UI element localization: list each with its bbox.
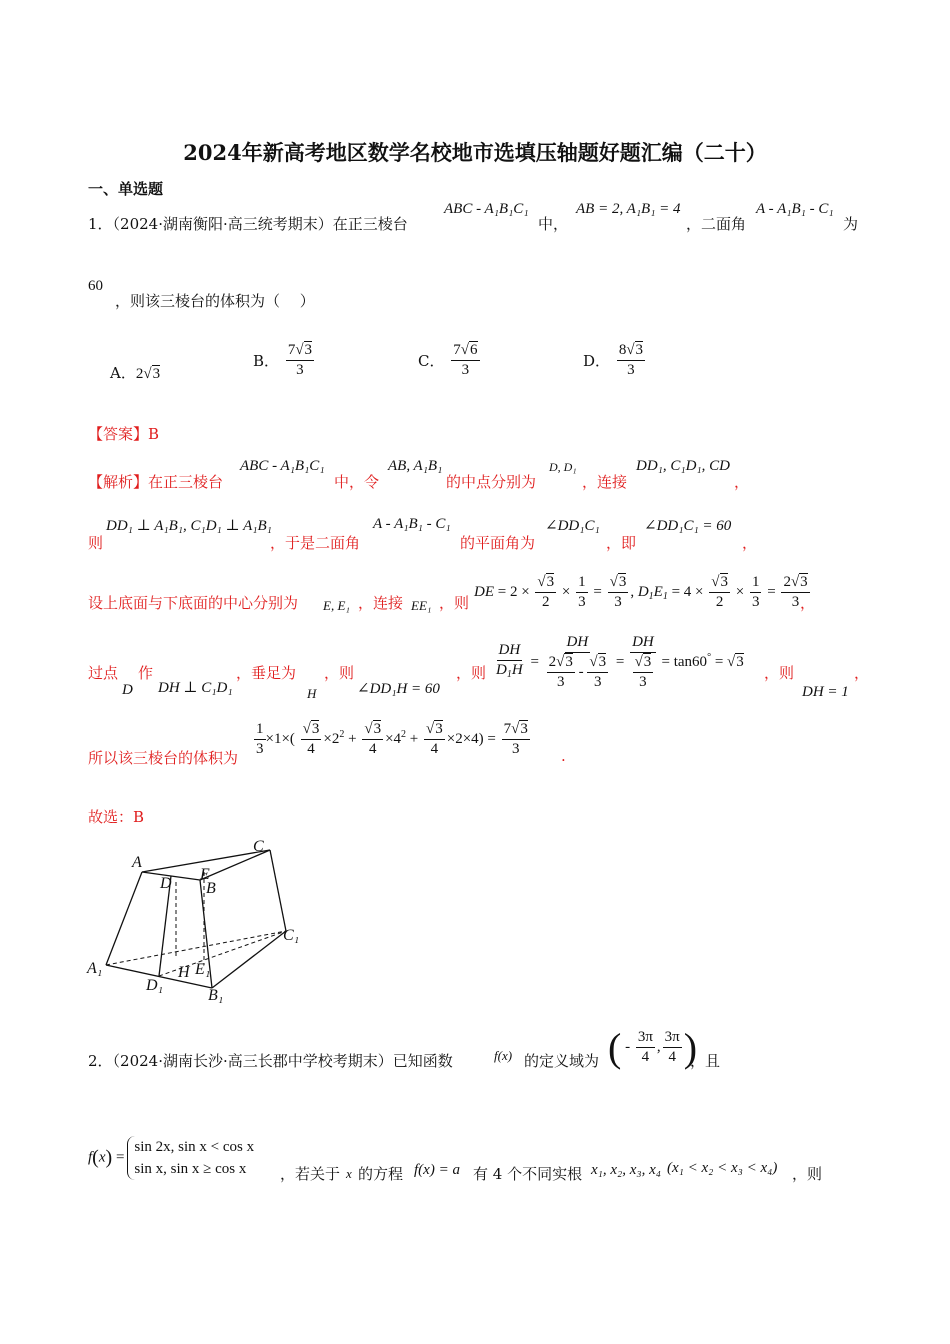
fig-label-b: B [206,880,216,897]
analysis-l1d: ，连接 [582,473,628,491]
analysis-midpoints: D, D₁ [549,460,577,474]
analysis-frustum: ABC - A₁B₁C₁ [240,458,325,474]
analysis-conclusion: 故选：B [88,808,145,826]
q1-angle: 60 [88,278,103,294]
analysis-l4d: ，则 [324,664,355,682]
analysis-perp: DD₁ ⊥ A₁B₁, C₁D₁ ⊥ A₁B₁ [106,518,272,534]
analysis-point-h: H [307,686,317,701]
edge-b1c1 [212,931,286,988]
analysis-l5a: 所以该三棱台的体积为 [88,749,239,767]
edge-cc1 [270,850,286,931]
analysis-point-d: D [122,682,133,698]
q1-wei: 为 [843,215,859,233]
page-title: 2024年新高考地区数学名校地市选填压轴题好题汇编（二十） [183,140,767,165]
q2-roots: x₁, x₂, x₃, x₄ [591,1162,661,1178]
q1-ask: ，则该三棱台的体积为（ ） [115,292,315,310]
fig-label-c1: C₁ [283,927,300,944]
analysis-seg: AB, A₁B₁ [388,458,443,474]
edge-a1c1-hidden [106,931,286,965]
fig-label-b1: B₁ [208,987,224,1004]
q2-order: (x₁ < x₂ < x₃ < x₄) [667,1160,778,1176]
analysis-angle-eq: ∠DD₁C₁ = 60 [644,518,732,534]
option-d[interactable]: D． $\frac{8√3}{3}$ [583,342,644,378]
analysis-l1c: 的中点分别为 [446,473,537,491]
analysis-dh-value: DH = 1 [802,684,849,700]
analysis-l4g: ， [854,664,870,682]
analysis-centers: E, E₁ [323,598,350,613]
fig-label-e1: E₁ [195,961,211,978]
section-heading: 一、单选题 [88,180,164,198]
analysis-l3c: ，则 [439,594,470,612]
q2-piecewise: f(x) = sin 2x, sin x < cos x sin x, sin x ≥ cos x [88,1136,254,1180]
analysis-angle-h: ∠DD₁H = 60 [357,681,440,697]
q2-line1: 2．（2024·湖南长沙·高三长郡中学校考期末）已知函数 [88,1052,453,1070]
fig-label-c: C [253,838,264,855]
analysis-l4a: 过点 [88,664,119,682]
fig-label-a1: A₁ [87,960,103,977]
analysis-volume-formula: $\frac{1}{3}$ ×1×( $\frac{√3}{4}$ $\times 2^2$ + $\frac{√3}{4}$ $\times 4^2$ + $\frac{√3}{4}$ ×2×4) = $\frac{7√3}{3}$ [256,721,528,757]
analysis-l1a: 【解析】在正三棱台 [88,473,224,491]
q2-tail-a: ，若关于 [280,1165,341,1183]
analysis-l4f: ，则 [764,664,795,682]
q2-tail-d: ，则 [792,1165,823,1183]
fig-label-d1: D₁ [146,977,164,994]
q1-dihedral: A - A₁B₁ - C₁ [756,201,834,217]
analysis-l2d: ，即 [606,534,637,552]
q2-fx: f(x) [494,1048,513,1063]
q2-tail-eq: f(x) = a [414,1162,460,1178]
frustum-figure [80,832,320,1012]
q2-domain: ( - $\frac{3\pi}{4}$ , $\frac{3\pi}{4}$ ) [608,1025,698,1070]
edge-aa1 [106,872,142,965]
q2-tail-b: 的方程 [358,1165,404,1183]
q2-tail-c: 有 4 个不同实根 [473,1165,583,1183]
analysis-ee1: EE₁ [411,598,432,613]
analysis-tan-formula: $\frac{DH}{D_1H}$ = DH $\frac{2√3}{3}$ - $\frac{√3}{3}$ = $\frac{DH}{\frac{√3}{3}}$ = tan60° = √3 [496,634,744,690]
option-a[interactable]: A．2√3 [110,364,161,382]
analysis-l3-end: ， [800,594,816,612]
option-b[interactable]: B． $\frac{7√3}{3}$ [253,342,313,378]
q2-tail-x: x [346,1166,352,1181]
q1-condition: AB = 2, A₁B₁ = 4 [576,201,681,217]
analysis-dihedral: A - A₁B₁ - C₁ [373,516,451,532]
analysis-l1b: 中，令 [334,473,380,491]
analysis-l3a: 设上底面与下底面的中心分别为 [88,594,299,612]
analysis-l1e: ， [734,473,750,491]
analysis-l2a: 则 [88,534,104,552]
analysis-l4b: 作 [138,664,154,682]
analysis-l5-end: . [561,747,566,765]
q1-dihedral-pre: ，二面角 [686,215,747,233]
q1-line1: 1．（2024·湖南衡阳·高三统考期末）在正三棱台 [88,215,408,233]
q2-domain-pre: 的定义域为 [524,1052,600,1070]
analysis-l3b: ，连接 [358,594,404,612]
q1-mid: 中， [538,215,569,233]
option-c[interactable]: C． $\frac{7√6}{3}$ [418,342,478,378]
analysis-de-formula: DE = 2 × $\frac{√3}{2}$ × $\frac{1}{3}$ = $\frac{√3}{3}$ , $D_1E_1 = 4$ × $\frac{√3}{2}$ × $\frac{1}{3}$ = $\frac{2√3}{3}$ [474,574,808,610]
fig-label-e: E [200,866,210,883]
analysis-l4c: ，垂足为 [236,664,297,682]
analysis-dh-perp: DH ⊥ C₁D₁ [158,680,233,696]
analysis-l4e: ，则 [456,664,487,682]
q2-domain-end: ，且 [690,1052,721,1070]
q1-frustum: ABC - A₁B₁C₁ [444,201,529,217]
analysis-lines: DD₁, C₁D₁, CD [636,458,730,474]
answer-label: 【答案】B [88,425,160,443]
analysis-l2b: ，于是二面角 [270,534,361,552]
analysis-l2e: ， [742,534,758,552]
analysis-plane-angle: ∠DD₁C₁ [545,518,600,534]
analysis-l2c: 的平面角为 [460,534,536,552]
fig-label-h: H [178,964,190,981]
fig-label-d: D [160,875,172,892]
fig-label-a: A [132,854,142,871]
